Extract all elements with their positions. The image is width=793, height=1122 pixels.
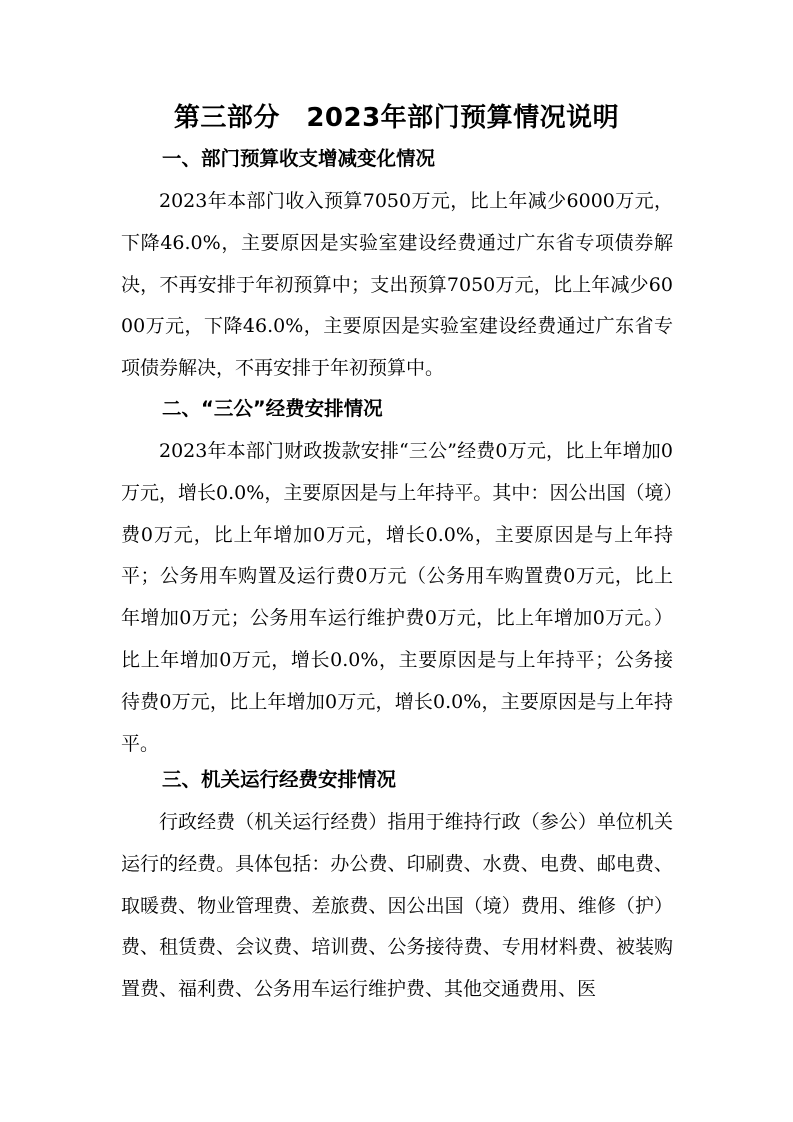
section-paragraph-budget-changes: 2023年本部门收入预算7050万元，比上年减少6000万元，下降46.0%，主要原因是实验室建设经费通过广东省专项债券解决，不再安排于年初预算中；支出预算7050万元，比上年减少6000万元，下降46.0%，主要原因是实验室建设经费通过广东省专项债券解决，不再安排于年初预算中。: [121, 190, 673, 380]
section-heading-operating-expenses: 三、机关运行经费安排情况: [162, 768, 397, 791]
section-paragraph-operating-expenses: 行政经费（机关运行经费）指用于维持行政（参公）单位机关运行的经费。具体包括：办公费、印刷费、水费、电费、邮电费、取暖费、物业管理费、差旅费、因公出国（境）费用、维修（护）费、租赁费、会议费、培训费、公务接待费、专用材料费、被装购置费、福利费、公务用车运行维护费、其他交通费用、医: [121, 811, 673, 1001]
section-heading-budget-changes: 一、部门预算收支增减变化情况: [162, 147, 436, 170]
section-heading-three-public-expenses: 二、“三公”经费安排情况: [162, 397, 383, 420]
section-paragraph-three-public-expenses: 2023年本部门财政拨款安排“三公”经费0万元，比上年增加0万元，增长0.0%，主要原因是与上年持平。其中：因公出国（境）费0万元，比上年增加0万元，增长0.0%，主要原因是与上年持平；公务用车购置及运行费0万元（公务用车购置费0万元，比上年增加0万元；公务用车运行维护费0万元，比上年增加0万元。）比上年增加0万元，增长0.0%，主要原因是与上年持平；公务接待费0万元，比上年增加0万元，增长0.0%，主要原因是与上年持平。: [121, 440, 673, 755]
page-title: 第三部分 2023年部门预算情况说明: [173, 103, 620, 133]
